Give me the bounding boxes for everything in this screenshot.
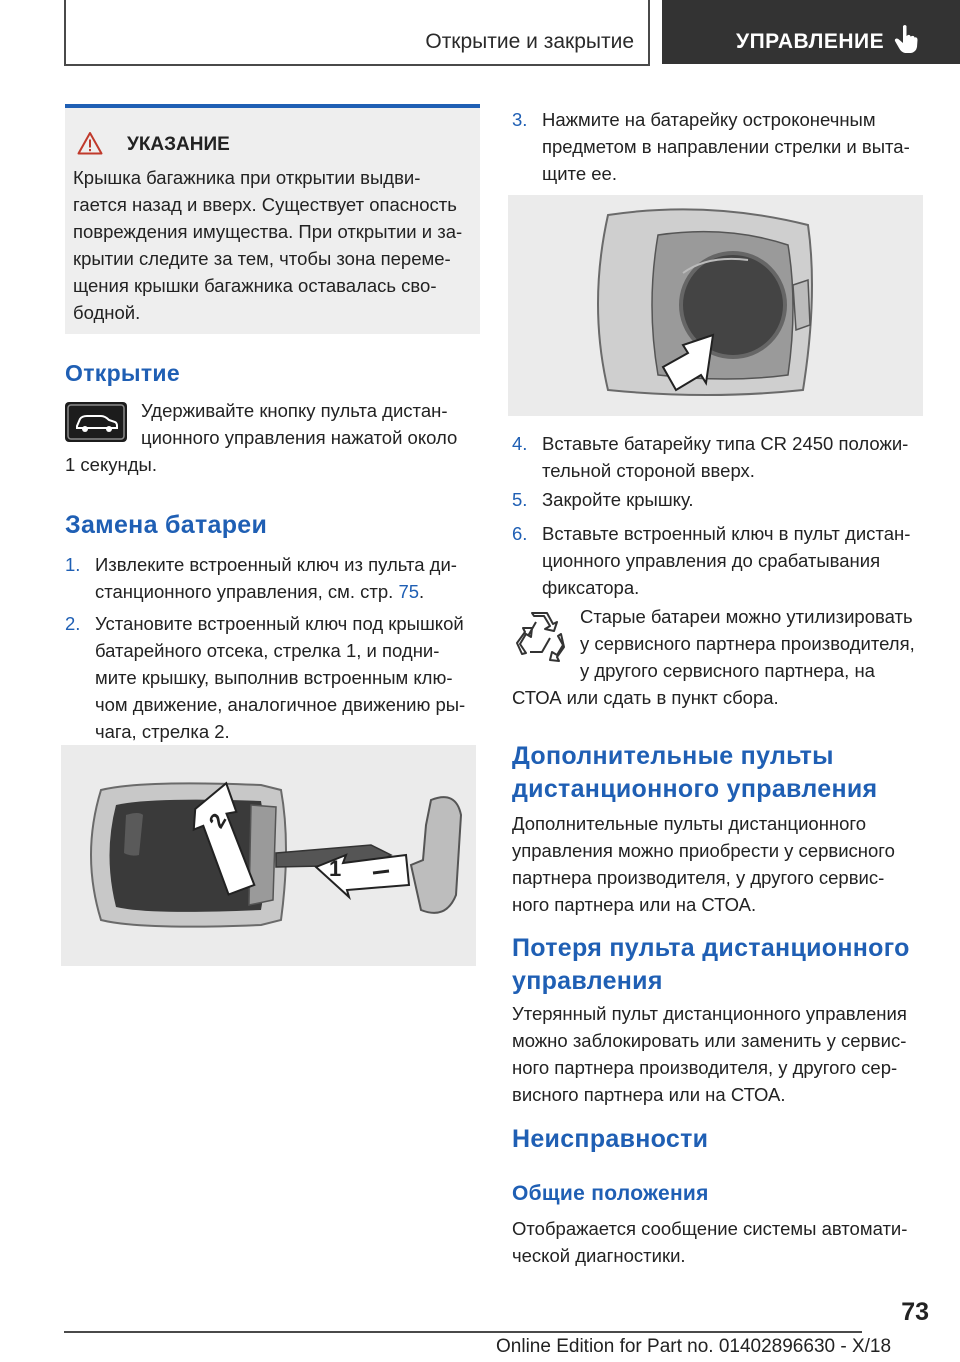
warning-line: повреждения имущества. При открытии и за- [73,221,463,242]
heading-line: управления [512,967,663,995]
step-6 [512,520,927,601]
step-line: Вставьте встроенный ключ в пульт дистан- [542,523,911,544]
step-number: 6. [512,523,528,544]
loss-line: можно заблокировать или заменить у сервис- [512,1030,907,1051]
opening-heading: Открытие [65,360,180,386]
step-line: Вставьте батарейку типа CR 2450 положи- [542,433,909,454]
warning-line: бодной. [73,302,141,323]
section-header [64,0,650,66]
step-line: ционного управления до срабатывания [542,550,881,571]
recycle-text-top [580,603,915,684]
step-text [95,610,465,745]
figure-remote-key [61,745,476,966]
loss-line: Утерянный пульт дистанционного управления [512,1003,907,1024]
car-trunk-button-icon [65,402,127,442]
opening-text-top [141,397,457,451]
loss-heading [512,932,910,998]
opening-line: ционного управления нажатой около [141,427,458,448]
warning-box [65,108,480,334]
page-link[interactable]: 75 [398,581,420,602]
heading-line: дистанционного управления [512,775,878,803]
step-line: фиксатора. [542,577,640,598]
additional-line: управления можно приобрести у сервисного [512,840,895,861]
recycle-line: СТОА или сдать в пункт сбора. [512,687,779,708]
additional-line: партнера производителя, у другого сервис- [512,867,885,888]
recycle-line: Старые батареи можно утилизировать [580,606,913,627]
opening-line: Удерживайте кнопку пульта дистан- [141,400,448,421]
warning-triangle-icon [77,131,103,155]
footer-edition: Online Edition for Part no. 01402896630 - X/18 [496,1336,892,1357]
loss-line: ного партнера производителя, у другого сер- [512,1057,898,1078]
step-text [542,520,910,601]
warning-line: крытии следите за тем, чтобы зона переме- [73,248,451,269]
step-number: 5. [512,489,528,510]
step-line: Извлеките встроенный ключ из пульта ди- [95,554,457,575]
step-line: щите ее. [542,163,617,184]
recycle-line: у другого сервисного партнера, на [580,660,875,681]
step-1 [65,551,480,605]
section-title: Открытие и закрытие [425,30,634,53]
step-5 [512,486,927,513]
step-text [542,486,694,513]
battery-compartment-illustration [508,195,923,416]
step-line: тельной стороной вверх. [542,460,755,481]
step-line: станционного управления, см. стр. [95,581,399,602]
step-line: Нажмите на батарейку остроконечным [542,109,876,130]
step-2 [65,610,480,745]
step-number: 3. [512,109,528,130]
step-line: чом движение, аналогичное движению ры- [95,694,466,715]
faults-line: Отображается сообщение системы автомати- [512,1218,908,1239]
loss-line: висного партнера или на СТОА. [512,1084,786,1105]
hand-pointer-icon [894,24,918,54]
faults-heading: Неисправности [512,1125,709,1153]
recycle-line: у сервисного партнера производителя, [580,633,915,654]
step-text [542,430,908,484]
step-line: предметом в направлении стрелки и выта- [542,136,910,157]
remote-key-illustration [61,745,476,966]
faults-subheading: Общие положения [512,1182,709,1205]
additional-line: ного партнера или на СТОА. [512,894,757,915]
step-line: батарейного отсека, стрелка 1, и подни- [95,640,440,661]
step-4 [512,430,927,484]
step-number: 1. [65,554,81,575]
warning-line: Крышка багажника при открытии выдви- [73,167,421,188]
warning-line: гается назад и вверх. Существует опасность [73,194,457,215]
additional-heading [512,740,877,806]
heading-line: Дополнительные пульты [512,742,834,770]
warning-text [73,164,475,326]
step-line: мите крышку, выполнив встроенным клю- [95,667,453,688]
page-number: 73 [901,1298,929,1326]
warning-line: щения крышки багажника оставалась сво- [73,275,437,296]
faults-text [512,1215,907,1269]
opening-line: 1 секунды. [65,454,157,475]
step-line: Установите встроенный ключ под крышкой [95,613,464,634]
step-number: 2. [65,613,81,634]
heading-line: Потеря пульта дистанционного [512,934,910,962]
chapter-header [662,0,960,64]
car-silhouette-icon [65,402,127,442]
arrow-label-2: 2 [203,809,232,833]
step-line-with-link [95,578,457,605]
arrow-label-1: 1 [329,856,342,881]
loss-text [512,1000,907,1108]
step-text [95,551,457,605]
step-line: чага, стрелка 2. [95,721,230,742]
chapter-title: УПРАВЛЕНИЕ [736,30,885,53]
battery-heading: Замена батареи [65,511,268,539]
warning-title: УКАЗАНИЕ [127,134,230,155]
figure-battery-compartment [508,195,923,416]
step-text [542,106,910,187]
step-tail: . [419,581,425,602]
step-3 [512,106,927,187]
faults-line: ческой диагностики. [512,1245,686,1266]
recycle-icon [512,608,566,662]
additional-line: Дополнительные пульты дистанционного [512,813,867,834]
footer-divider [64,1331,862,1333]
step-line: Закройте крышку. [542,489,694,510]
additional-text [512,810,895,918]
step-number: 4. [512,433,528,454]
